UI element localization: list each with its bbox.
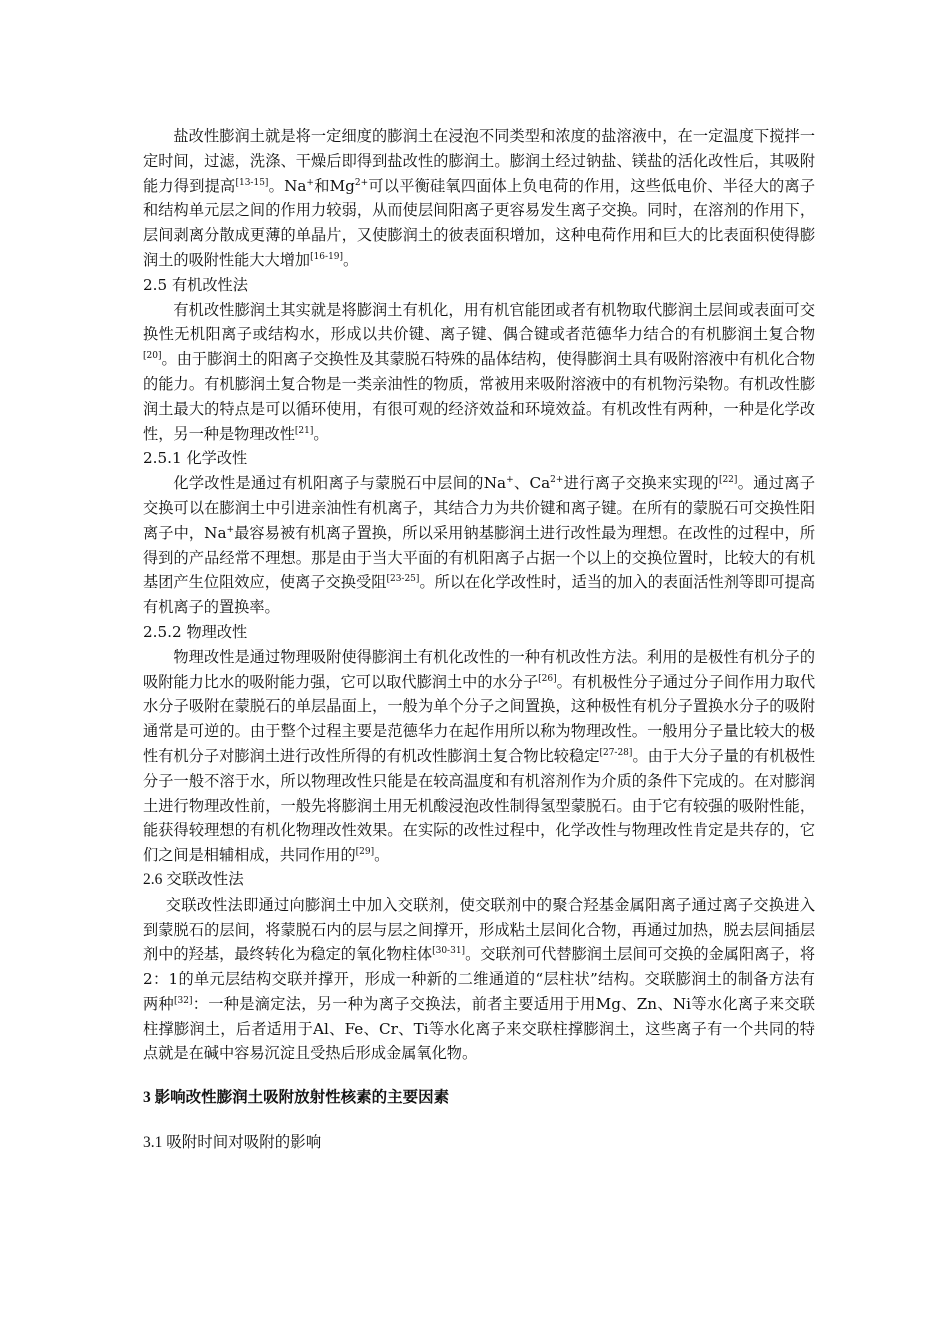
text-run: 。 [313,424,329,443]
citation-ref: [32] [174,995,193,1006]
text-run: 。所以在化学改性时，适当的加入的表面活性剂等即可提高有机离子的置换率。 [143,573,816,617]
text-run: 可以平衡硅氧四面体上负电荷的作用，这些低电价、半径大的离子和结构单元层之间的作用力较弱，从而使层间阳离子更容易发生离子交换。同时，在溶剂的作用下，层间剥离分散成更薄的单晶片，又使膨润土的彼表面积增加，这种电荷作用和巨大的比表面积使得膨润土的吸附性能大大增加 [143,176,816,269]
document-page [143,124,815,1156]
spacer [143,1066,815,1086]
citation-ref: [27-28] [599,747,633,758]
citation-ref: [23-25] [386,574,420,585]
citation-ref: [26] [538,673,557,684]
text-run: 和Mg [313,176,355,195]
text-run: 最容易被有机离子置换，所以采用钠基膨润土进行改性最为理想。在改性的过程中，所得到的产品经常不理想。那是由于当大平面的有机阳离子占据一个以上的交换位置时，比较大的有机基团产生位阻效应，使离子交换受阻 [143,523,816,592]
text-run: 。有机极性分子通过分子间作用力取代水分子吸附在蒙脱石的单层晶面上，一般为单个分子之间置换，这种极性有机分子置换水分子的吸附通常是可逆的。由于整个过程主要是范德华力在起作用所以称为物理改性。一般用分子量比较大的极性有机分子对膨润土进行改性所得的有机改性膨润土复合物比较稳定 [143,672,816,765]
citation-ref: [16-19] [310,251,344,262]
text-run: 。Na [268,176,307,195]
citation-ref: [30-31] [432,946,466,957]
paragraph-salt-modification [143,124,815,273]
text-run: 。由于大分子量的有机极性分子一般不溶于水，所以物理改性只能是在较高温度和有机溶剂作为介质的条件下完成的。在对膨润土进行物理改性前，一般先将膨润土用无机酸浸泡改性制得氢型蒙脱石。由于它有较强的吸附性能，能获得较理想的有机化物理改性效果。在实际的改性过程中，化学改性与物理改性肯定是共存的，它们之间是相辅相成，共同作用的 [143,746,816,865]
citation-ref: [21] [294,425,314,436]
text-run: 有机改性膨润土其实就是将膨润土有机化，用有机官能团或者有机物取代膨润土层间或表面可交换性无机阳离子或结构水，形成以共价键、离子键、偶合键或者范德华力结合的有机膨润土复合物 [143,300,815,344]
paragraph-organic-modification [143,298,815,447]
paragraph-physical-modification [143,645,815,868]
heading-2-5-1: 2.5.1 化学改性 [143,449,248,468]
text-run: ：一种是滴定法，另一种为离子交换法，前者主要适用于用Mg、Zn、Ni等水化离子来交联柱撑膨润土，后者适用于Al、Fe、Cr、Ti等水化离子来交联柱撑膨润土，这些离子有一个共同的特点就是在碱中容易沉淀且受热后形成金属氧化物。 [143,994,815,1063]
paragraph-lead-text: 盐改性膨润土就是将一定细度的膨润土在浸泡不同类型和浓度的盐溶液中， [173,127,678,145]
superscript: 2+ [550,475,564,486]
heading-3: 3 影响改性膨润土吸附放射性核素的主要因素 [143,1089,450,1107]
text-run: 化学改性是通过有机阳离子与蒙脱石中层间的Na [173,474,507,493]
heading-2-5: 2.5 有机改性法 [143,275,248,294]
heading-3-1: 3.1 吸附时间对吸附的影响 [143,1134,322,1152]
text-run: 。由于膨润土的阳离子交换性及其蒙脱石特殊的晶体结构，使得膨润土具有吸附溶液中有机化合物的能力。有机膨润土复合物是一类亲油性的物质，常被用来吸附溶液中的有机物污染物。有机改性膨润土最大的特点是可以循环使用，有很可观的经济效益和环境效益。有机改性有两种，一种是化学改性，另一种是物理改性 [143,350,815,443]
citation-ref: [20] [143,351,162,362]
text-run: 。 [343,250,359,269]
text-run: 进行离子交换来实现的 [563,474,719,493]
superscript: + [306,177,314,188]
text-run: 物理改性是通过物理吸附使得膨润土有机化改性的一种有机改性方法。利用的是极性有机分子的吸附能力比水的吸附能力强，它可以取代膨润土中的水分子 [143,647,815,691]
citation-ref: [13-15] [235,177,269,188]
superscript: + [226,524,235,535]
heading-2-6: 2.6 交联改性法 [143,870,244,888]
spacer [143,1111,815,1131]
text-run: 在一定温度下搅拌一定时间，过滤，洗涤、干燥后即得到盐改性的膨润土。膨润土经过钠盐、镁盐的活化改性后，其吸附能力得到提高 [143,127,816,195]
superscript: 2+ [354,177,369,188]
heading-2-5-2: 2.5.2 物理改性 [143,622,248,641]
superscript: + [506,475,514,486]
citation-ref: [22] [718,475,738,486]
text-run: 交联改性法即通过向膨润土中加入交联剂，使交联剂中的聚合羟基金属阳离子通过离子交换进入到蒙脱石的层间，将蒙脱石内的层与层之间撑开，形成粘土层间化合物，再通过加热，脱去层间插层剂中的羟基，最终转化为稳定的氧化物柱体 [143,895,815,964]
text-run: 。 [374,846,390,865]
citation-ref: [29] [355,847,375,858]
text-run: 、Ca [513,474,551,493]
paragraph-crosslink-modification [143,893,815,1067]
paragraph-chemical-modification [143,471,815,620]
text-run: 。通过离子交换可以在膨润土中引进亲油性有机离子，其结合力为共价键和离子键。在所有的蒙脱石可交换性阳离子中，Na [143,474,816,542]
text-run: 。交联剂可代替膨润土层间可交换的金属阳离子，将2：1的单元层结构交联并撑开，形成一种新的二维通道的“层柱状”结构。交联膨润土的制备方法有两种 [143,945,816,1013]
